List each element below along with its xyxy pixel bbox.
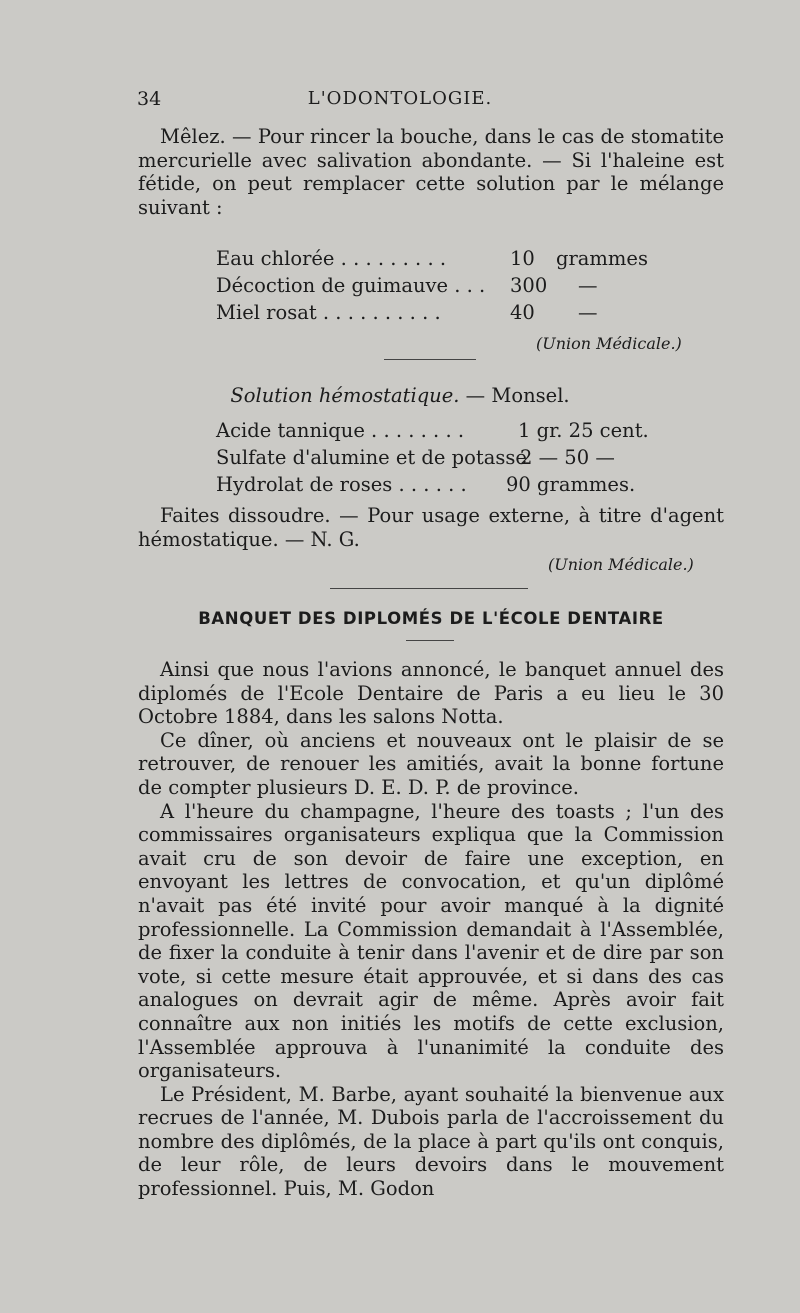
- ingredient-qty: 40: [510, 301, 535, 324]
- ingredient-unit: —: [578, 274, 598, 297]
- ingredient-name: Miel rosat . . . . . . . . . .: [216, 301, 441, 324]
- ingredient-unit: —: [578, 301, 598, 324]
- ingredient-qty: 1 gr. 25 cent.: [518, 419, 649, 442]
- paragraph-text: A l'heure du champagne, l'heure des toasts ; l'un des commissaires organisateurs expliqua que la Commission avait cru de son devoir de faire une exception, en envoyant les lettres de convocation, et qu'un diplômé n'avait pas été invité pour avoir manqué à la dignité professionnelle. La Commission demandait à l'Assemblée, de fixer la conduite à tenir dans l'avenir et de dire par son vote, si cette mesure était approuvée, et si dans des cas analogues on devrait agir de même. Après avoir fait connaître aux non initiés les motifs de cette exclusion, l'Assemblée approuva à l'unanimité la conduite des organisateurs.: [138, 799, 724, 1083]
- ingredient-name: Acide tannique . . . . . . . .: [216, 419, 465, 442]
- paragraph-text: Faites dissoudre. — Pour usage externe, à titre d'agent hémostatique. — N. G.: [138, 504, 724, 551]
- ingredient-unit: grammes: [556, 247, 648, 270]
- ingredient-name: Sulfate d'alumine et de potasse: [216, 446, 527, 469]
- source-citation: (Union Médicale.): [548, 555, 694, 574]
- source-citation: (Union Médicale.): [536, 334, 682, 353]
- paragraph-text: Mêlez. — Pour rincer la bouche, dans le cas de stomatite mercurielle avec salivation abondante. — Si l'haleine est fétide, on peut remplacer cette solution par le mélange suivant :: [138, 125, 724, 219]
- ingredient-name: Décoction de guimauve . . .: [216, 274, 486, 297]
- section-divider: [330, 588, 528, 589]
- solution-heading-rest: — Monsel.: [459, 384, 570, 407]
- article-body: [138, 658, 724, 1201]
- paragraph-text: Le Président, M. Barbe, ayant souhaité la bienvenue aux recrues de l'année, M. Dubois parla de l'accroissement du nombre des diplômés, de la place à part qu'ils ont conquis, de leur rôle, de leurs devoirs dans le mouvement professionnel. Puis, M. Godon: [138, 1082, 724, 1201]
- ingredient-qty: 2 — 50 —: [520, 446, 615, 469]
- page-header: [0, 88, 800, 118]
- page-number: 34: [137, 88, 162, 110]
- solution-heading-italic: Solution hémostatique.: [230, 384, 460, 407]
- short-divider: [384, 359, 476, 360]
- section-title: BANQUET DES DIPLOMÉS DE L'ÉCOLE DENTAIRE: [198, 609, 664, 628]
- paragraph-dissolve: [138, 504, 724, 551]
- title-underline: [406, 640, 454, 641]
- ingredient-qty: 90 grammes.: [506, 473, 636, 496]
- paragraph-text: Ainsi que nous l'avions annoncé, le banquet annuel des diplomés de l'Ecole Dentaire de Paris a eu lieu le 30 Octobre 1884, dans les salons Notta.: [138, 658, 724, 729]
- running-title: L'ODONTOLOGIE.: [307, 88, 493, 109]
- ingredient-name: Hydrolat de roses . . . . . .: [216, 473, 467, 496]
- ingredient-name: Eau chlorée . . . . . . . . .: [216, 247, 447, 270]
- solution-heading: [0, 384, 800, 407]
- paragraph-melez: [138, 125, 724, 219]
- paragraph-text: Ce dîner, où anciens et nouveaux ont le plaisir de se retrouver, de renouer les amitiés, avait la bonne fortune de compter plusieurs D. E. D. P. de province.: [138, 728, 724, 799]
- ingredient-qty: 300: [510, 274, 548, 297]
- ingredient-qty: 10: [510, 247, 535, 270]
